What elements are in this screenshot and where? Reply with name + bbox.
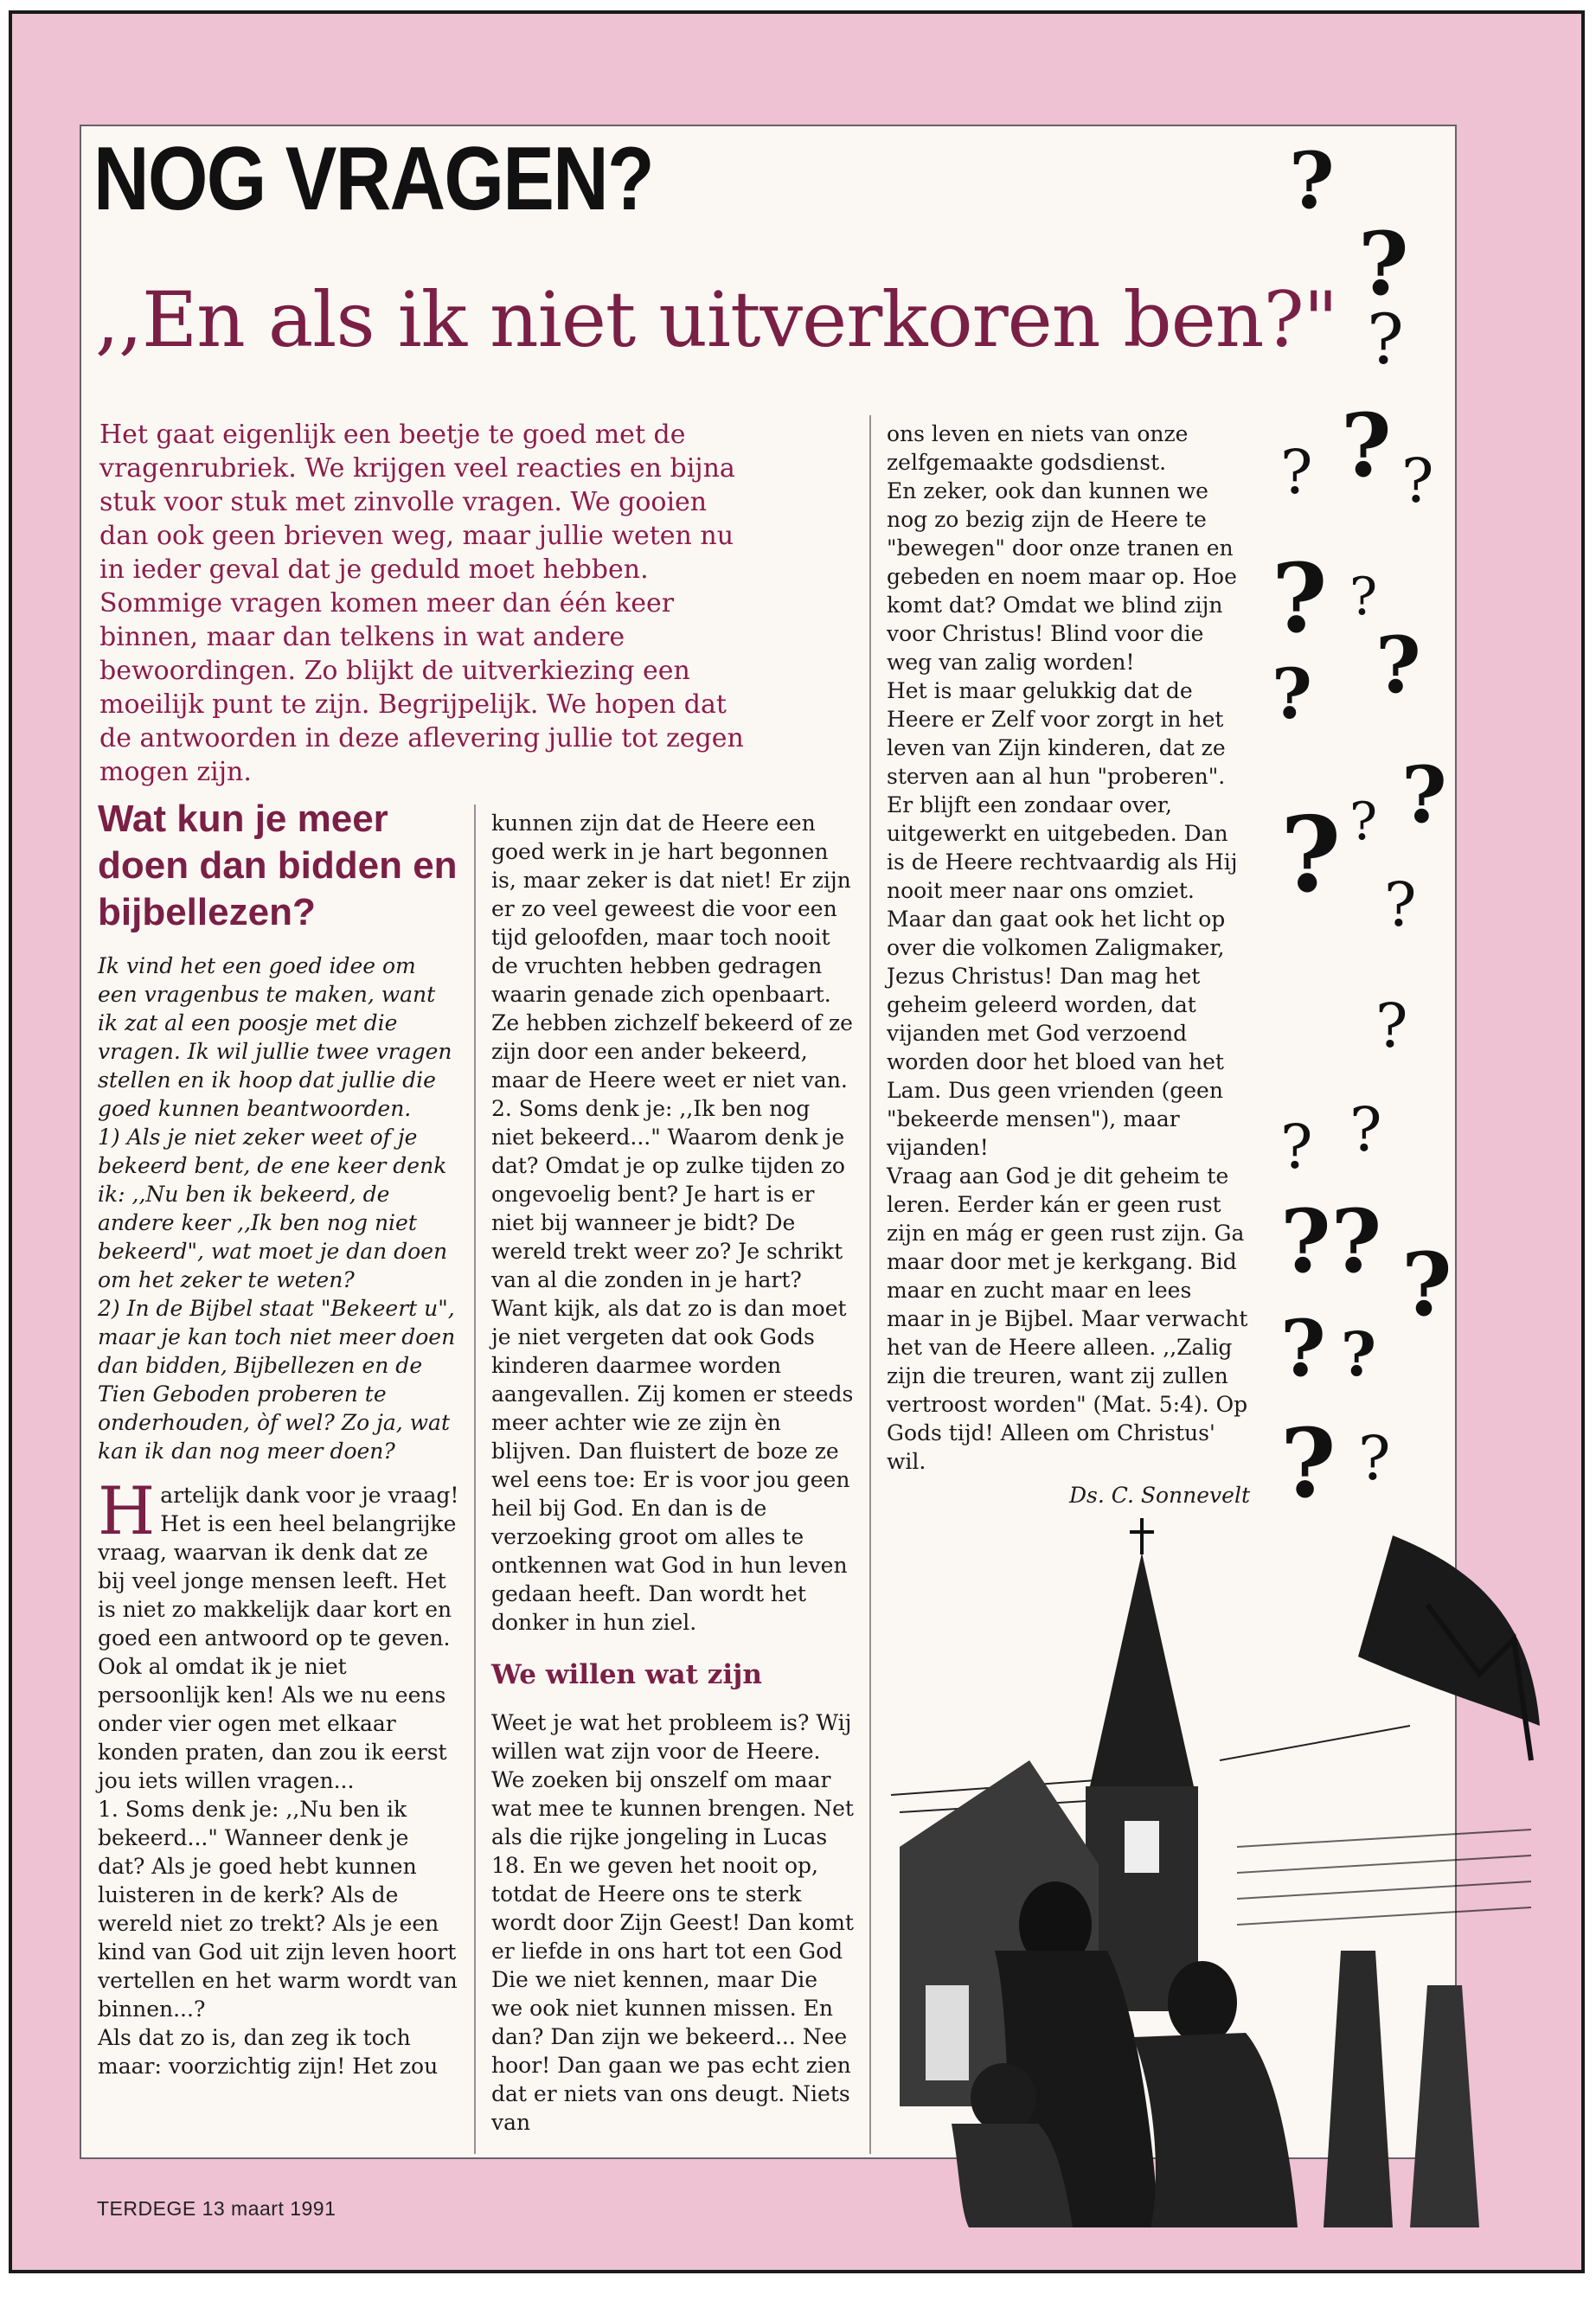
column-divider <box>869 415 871 2154</box>
svg-text:?: ? <box>1280 794 1342 916</box>
svg-text:?: ? <box>1349 567 1378 627</box>
answer-part-3: Weet je wat het probleem is? Wij willen wat zijn voor de Heere. We zoeken bij onszelf om maar wat mee te kunnen brengen. Net als die rijke jongeling in Lucas 18. En we geven het nooit op, totdat de Heere ons te sterk wordt door Zijn Geest! Dan komt er liefde in ons hart tot een God Die we niet kennen, maar Die we ook niet kunnen missen. En dan? Dan zijn we bekeerd... Nee hoor! Dan gaan we pas echt zien dat er niets van ons deugt. Niets van <box>491 1710 854 2135</box>
svg-text:?: ? <box>1375 990 1408 1061</box>
answer-part-4: ons leven en niets van onze zelfgemaakte godsdienst. En zeker, ook dan kunnen we nog zo bezig zijn de Heere te "bewegen" door onze tranen en gebeden en noem maar op. Hoe komt dat? Omdat we blind zijn voor Christus! Blind voor die weg van zalig worden! Het is maar gelukkig dat de Heere er Zelf voor zorgt in het leven van Zijn kinderen, dat ze sterven aan al hun "proberen". Er blijft een zondaar over, uitgewerkt en uitgebeden. Dan is de Heere rechtvaardig als Hij nooit meer naar ons omziet. Maar dan gaat ook het licht op over die volkomen Zaligmaker, Jezus Christus! Dan mag het geheim geleerd worden, dat vijanden met God verzoend worden door het bloed van het Lam. Dus geen vrienden (geen "bekeerde mensen"), maar vijanden! Vraag aan God je dit geheim te leren. Eerder kán er geen rust zijn en mág er geen rust zijn. Ga maar door met je kerkgang. Bid maar en zucht maar en lees maar in je Bijbel. Maar verwacht het van de Heere alleen. ,,Zalig zijn die treuren, want zij zullen vertroost worden" (Mat. 5:4). Op Gods tijd! Alleen om Christus' wil. <box>887 421 1248 1474</box>
reader-letter: Ik vind het een goed idee om een vragenbus te maken, want ik zat al een poosje met die vragen. Ik wil jullie twee vragen stellen en ik hoop dat jullie die goed kunnen beantwoorden. 1) Als je niet zeker weet of je bekeerd bent, de ene keer denk ik: ,,Nu ben ik bekeerd, de andere keer ,,Ik ben nog niet bekeerd", wat moet je dan doen om het zeker te weten? 2) In de Bijbel staat "Bekeert u", maar je kan toch niet meer doen dan bidden, Bijbellezen en de Tien Geboden proberen te onderhouden, òf wel? Zo ja, wat kan ik dan nog meer doen? <box>98 953 456 1464</box>
svg-text:?: ? <box>1401 445 1434 516</box>
intro-paragraph: Het gaat eigenlijk een beetje te goed met de vragenrubriek. We krijgen veel reacties en bijna stuk voor stuk met zinvolle vragen. We gooien dan ook geen brieven weg, maar jullie weten nu in ieder geval dat je geduld moet hebben. Sommige vragen komen meer dan één keer binnen, maar dan telkens in wat andere bewoordingen. Zo blijkt de uitverkiezing een moeilijk punt te zijn. Begrijpelijk. We hopen dat de antwoorden in deze aflevering jullie tot zegen mogen zijn. <box>99 420 744 787</box>
column-2 <box>491 809 855 2137</box>
page-title: NOG VRAGEN? <box>93 129 653 229</box>
answer-text-1: artelijk dank voor je vraag! Het is een heel belangrijke vraag, waarvan ik denk dat ze bij veel jonge mensen leeft. Het is niet zo makkelijk daar kort en goed een antwoord op te geven. Ook al omdat ik je niet persoonlijk ken! Als we nu eens onder vier ogen met elkaar konden praten, dan zou ik eerst jou iets willen vragen... 1. Soms denk je: ,,Nu ben ik bekeerd..." Wanneer denk je dat? Als je goed hebt kunnen luisteren in de kerk? Als de wereld niet zo trekt? Als je een kind van God uit zijn leven hoort vertellen en het warm wordt van binnen...? Als dat zo is, dan zeg ik toch maar: voorzichtig zijn! Het zou <box>98 1483 459 2079</box>
svg-text:?: ? <box>1272 542 1328 654</box>
svg-text:?: ? <box>1280 1407 1336 1519</box>
article-subtitle: ,,En als ik niet uitverkoren ben?" <box>95 275 1338 364</box>
section-heading: We willen wat zijn <box>491 1659 762 1690</box>
svg-text:?: ? <box>1401 749 1447 841</box>
svg-text:?: ? <box>1341 394 1392 497</box>
publication-footer: TERDEGE 13 maart 1991 <box>97 2197 337 2220</box>
svg-text:?: ? <box>1280 1112 1313 1183</box>
svg-text:?: ? <box>1367 299 1404 380</box>
svg-text:?: ? <box>1349 792 1378 852</box>
column-1 <box>98 796 461 2080</box>
svg-text:?: ? <box>1358 1423 1391 1494</box>
svg-text:?: ? <box>1272 653 1312 734</box>
author-signature: Ds. C. Sonnevelt <box>1068 1483 1250 1508</box>
column-divider <box>474 804 476 2154</box>
answer-part-2: kunnen zijn dat de Heere een goed werk in je hart begonnen is, maar zeker is dat niet! Er zijn er zo veel geweest die voor een tijd geloofden, maar toch nooit de vruchten hebben gedragen waarin genade zich openbaart. Ze hebben zichzelf bekeerd of ze zijn door een ander bekeerd, maar de Heere weet er niet van. 2. Soms denk je: ,,Ik ben nog niet bekeerd..." Waarom denk je dat? Omdat je op zulke tijden zo ongevoelig bent? Je hart is er niet bij wanneer je bidt? De wereld trekt weer zo? Je schrikt van al die zonden in je hart? Want kijk, als dat zo is dan moet je niet vergeten dat ook Gods kinderen daarmee worden aangevallen. Zij komen er steeds meer achter wie ze zijn èn blijven. Dan fluistert de boze ze wel eens toe: Er is voor jou geen heil bij God. En dan is de verzoeking groot om alles te ontkennen wat God in hun leven gedaan heeft. Dan wordt het donker in hun ziel. <box>491 811 854 1635</box>
svg-text:?: ? <box>1384 869 1417 940</box>
svg-text:?: ? <box>1280 1303 1326 1394</box>
church-illustration <box>874 1501 1548 2227</box>
column-3 <box>887 420 1250 1509</box>
drop-cap: H <box>98 1472 156 1549</box>
svg-text:??: ?? <box>1280 1190 1382 1292</box>
svg-text:?: ? <box>1358 213 1409 315</box>
svg-text:?: ? <box>1375 619 1421 711</box>
answer-part-1 <box>98 1472 461 2080</box>
svg-text:?: ? <box>1341 1318 1377 1390</box>
svg-text:?: ? <box>1401 1234 1452 1336</box>
svg-text:?: ? <box>1289 135 1335 227</box>
svg-text:?: ? <box>1349 1094 1382 1165</box>
question-heading: Wat kun je meer doen dan bidden en bijbellezen? <box>98 798 458 933</box>
svg-text:?: ? <box>1280 437 1313 508</box>
